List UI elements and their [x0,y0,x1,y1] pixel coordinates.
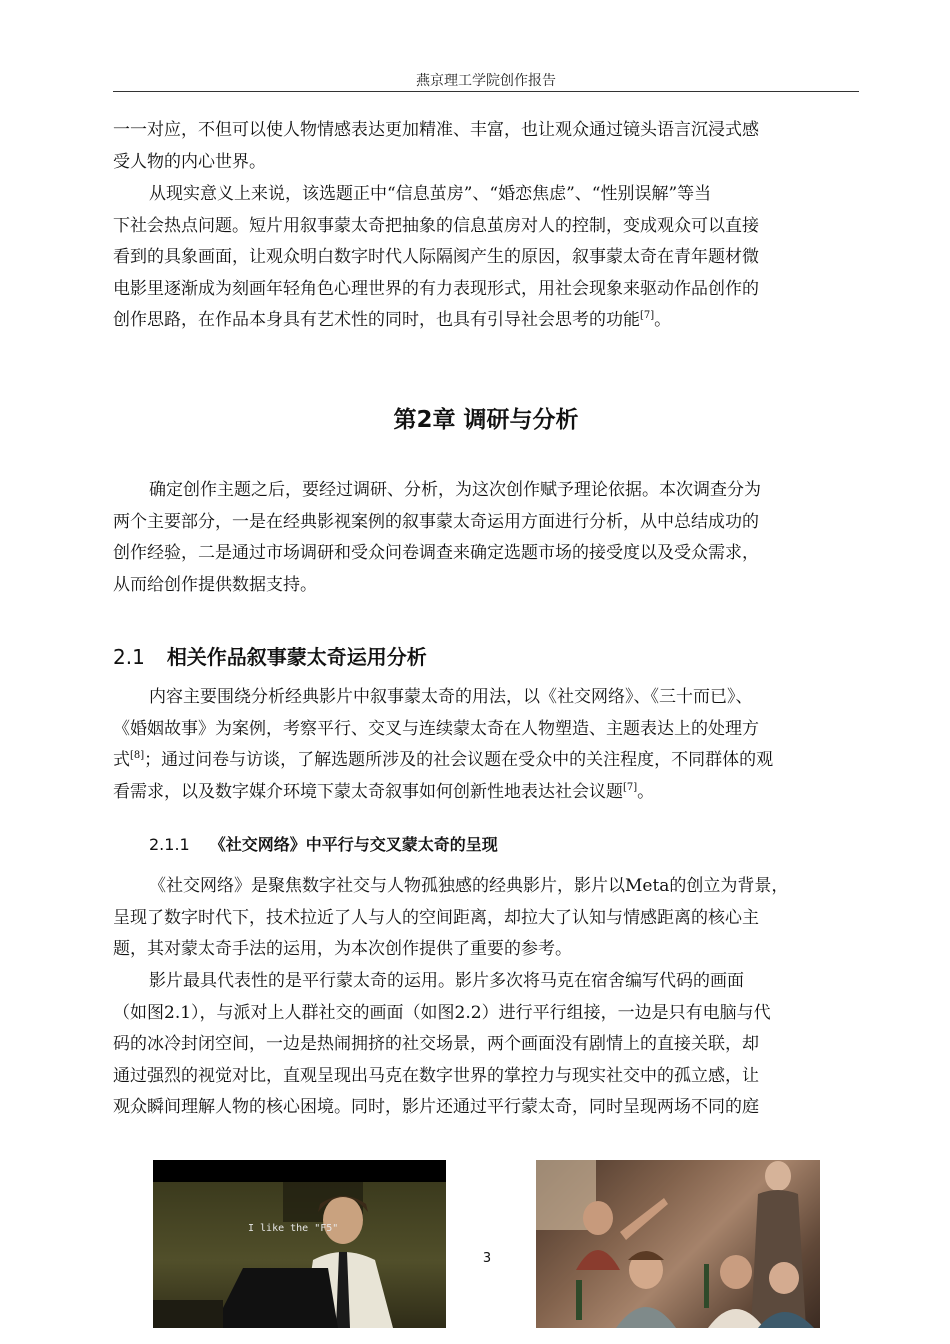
film-subtitle: I like the "F5" [248,1223,339,1234]
text-line: 观众瞬间理解人物的核心困境。同时，影片还通过平行蒙太奇，同时呈现两场不同的庭 [113,1097,759,1117]
film-still-party [536,1160,820,1328]
text-line: 电影里逐渐成为刻画年轻角色心理世界的有力表现形式，用社会现象来驱动作品创作的 [113,278,759,299]
text-line: 呈现了数字时代下，技术拉近了人与人的空间距离，却拉大了认知与情感距离的核心主 [113,907,759,928]
section-paragraph [113,682,859,808]
text-line: 受人物的内心世界。 [113,151,266,172]
text-line: 《婚姻故事》为案例，考察平行、交叉与连续蒙太奇在人物塑造、主题表达上的处理方 [113,718,759,739]
text-line [113,777,859,809]
subsection-title: 《社交网络》中平行与交叉蒙太奇的呈现 [209,835,498,854]
text-run: 创作思路，在作品本身具有艺术性的同时，也具有引导社会思考的功能 [113,310,640,330]
text-line: 码的冰冷封闭空间，一边是热闹拥挤的社交场景，两个画面没有剧情上的直接关联，却 [113,1034,759,1054]
text-line: 内容主要围绕分析经典影片中叙事蒙太奇的用法，以《社交网络》、《三十而已》、 [149,687,753,707]
text-line: （如图2.1），与派对上人群社交的画面（如图2.2）进行平行组接，一边是只有电脑与代 [113,1002,771,1023]
film-still-coding [153,1160,446,1328]
section-number: 2.1 [113,645,145,669]
text-line: 《社交网络》是聚焦数字社交与人物孤独感的经典影片，影片以Meta的创立为背景， [149,876,789,896]
text-line: 确定创作主题之后，要经过调研、分析，为这次创作赋予理论依据。本次调查分为 [149,480,761,500]
text-line [113,745,859,777]
text-line: 影片最具代表性的是平行蒙太奇的运用。影片多次将马克在宿舍编写代码的画面 [149,971,744,991]
subsection-number: 2.1.1 [149,835,190,854]
text-line: 两个主要部分，一是在经典影视案例的叙事蒙太奇运用方面进行分析，从中总结成功的 [113,511,759,532]
text-run: 。 [637,781,655,802]
text-line [113,305,859,337]
subsection-heading [149,832,498,855]
text-line: 通过强烈的视觉对比，直观呈现出马克在数字世界的掌控力与现实社交中的孤立感，让 [113,1065,759,1086]
text-run: 式 [113,750,130,770]
text-line: 从而给创作提供数据支持。 [113,574,317,595]
section-heading [113,641,427,670]
intro-paragraph-1 [113,115,859,178]
text-line: 创作经验，二是通过市场调研和受众问卷调查来确定选题市场的接受度以及受众需求， [113,543,759,563]
figure-2-1-image [153,1160,446,1328]
page-header: 燕京理工学院创作报告 [416,73,556,89]
chapter-intro-paragraph [113,475,859,601]
subsection-paragraph-2 [113,966,859,1124]
subsection-paragraph-1 [113,871,859,966]
citation: [7] [640,310,655,321]
text-line: 一一对应，不但可以使人物情感表达更加精准、丰富，也让观众通过镜头语言沉浸式感 [113,120,759,140]
section-title: 相关作品叙事蒙太奇运用分析 [166,645,427,669]
page-number: 3 [482,1251,492,1266]
intro-paragraph-2 [113,179,859,337]
figure-2-2-image [536,1160,820,1328]
header-rule [113,91,859,92]
citation: [8] [130,750,145,761]
text-line: 题，其对蒙太奇手法的运用，为本次创作提供了重要的参考。 [113,939,572,959]
text-run: ；通过问卷与访谈，了解选题所涉及的社会议题在受众中的关注程度，不同群体的观 [144,750,774,770]
text-run: 。 [654,310,672,330]
citation: [7] [623,781,638,793]
text-line: 从现实意义上来说，该选题正中“信息茧房”、“婚恋焦虑”、“性别误解”等当 [149,184,712,204]
text-run: 看需求，以及数字媒介环境下蒙太奇叙事如何创新性地表达社会议题 [113,781,623,802]
chapter-title: 第2章 调研与分析 [393,407,579,433]
text-line: 下社会热点问题。短片用叙事蒙太奇把抽象的信息茧房对人的控制，变成观众可以直接 [113,215,759,236]
text-line: 看到的具象画面，让观众明白数字时代人际隔阂产生的原因，叙事蒙太奇在青年题材微 [113,247,759,267]
